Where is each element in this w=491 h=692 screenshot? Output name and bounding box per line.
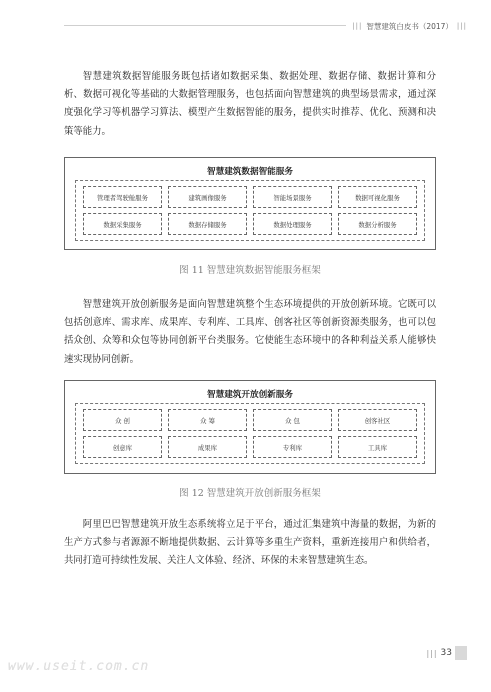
page-footer bbox=[426, 646, 467, 660]
figure-service-grid bbox=[75, 403, 425, 464]
service-box: 数据分析服务 bbox=[338, 213, 417, 235]
page-number: 33 bbox=[440, 648, 452, 658]
site-watermark: www.useit.com.cn bbox=[8, 659, 150, 674]
figure-data-intelligence-framework bbox=[64, 157, 436, 250]
header-title: 智慧建筑白皮书（2017） bbox=[366, 21, 453, 31]
service-box: 创意库 bbox=[83, 436, 162, 458]
service-box: 众 包 bbox=[253, 409, 332, 431]
service-box: 数据处理服务 bbox=[253, 213, 332, 235]
running-header bbox=[346, 19, 467, 33]
figure-caption: 图 11 智慧建筑数据智能服务框架 bbox=[179, 265, 321, 276]
figure-caption: 图 12 智慧建筑开放创新服务框架 bbox=[179, 488, 321, 499]
service-box: 管理者驾驶舱服务 bbox=[83, 186, 162, 208]
service-box: 专利库 bbox=[253, 436, 332, 458]
figure-service-grid bbox=[75, 180, 425, 241]
header-bars-right: ||| bbox=[456, 22, 467, 30]
service-box: 数据可视化服务 bbox=[338, 186, 417, 208]
service-box: 数据存储服务 bbox=[168, 213, 247, 235]
service-box: 创客社区 bbox=[338, 409, 417, 431]
footer-bars: ||| bbox=[426, 648, 438, 658]
service-box: 工具库 bbox=[338, 436, 417, 458]
service-box: 众 创 bbox=[83, 409, 162, 431]
service-box: 众 筹 bbox=[168, 409, 247, 431]
service-box: 成果库 bbox=[168, 436, 247, 458]
paragraph-ecosystem: 阿里巴巴智慧建筑开放生态系统将立足于平台，通过汇集建筑中海量的数据，为新的生产方式参与者源源不断地提供数据、云计算等多重生产资料，重新连接用户和供给者，共同打造可持续性发展、关注人文体验、经济、环保的未来智慧建筑生态。 bbox=[64, 519, 436, 567]
paragraph-open-innovation: 智慧建筑开放创新服务是面向智慧建筑整个生态环境提供的开放创新环境。它既可以包括创意库、需求库、成果库、专利库、工具库、创客社区等创新资源类服务，也可以包括众创、众筹和众包等协同创新平台类服务。它使能生态环境中的各种利益关系人能够快速实现协同创新。 bbox=[64, 299, 436, 365]
paragraph-data-intelligence: 智慧建筑数据智能服务既包括诸如数据采集、数据处理、数据存储、数据计算和分析、数据可视化等基础的大数据管理服务，也包括面向智慧建筑的典型场景需求，通过深度强化学习等机器学习算法、模型产生数据智能的服务，提供实时推荐、优化、预测和决策等能力。 bbox=[64, 71, 436, 137]
service-box: 智能场景服务 bbox=[253, 186, 332, 208]
footer-tab-block bbox=[455, 646, 467, 660]
figure-title: 智慧建筑数据智能服务 bbox=[207, 167, 293, 177]
figure-title: 智慧建筑开放创新服务 bbox=[207, 390, 293, 400]
figure-open-innovation-framework bbox=[64, 380, 436, 474]
service-box: 数据采集服务 bbox=[83, 213, 162, 235]
header-bars-left: ||| bbox=[352, 22, 363, 30]
service-box: 建筑画像服务 bbox=[168, 186, 247, 208]
